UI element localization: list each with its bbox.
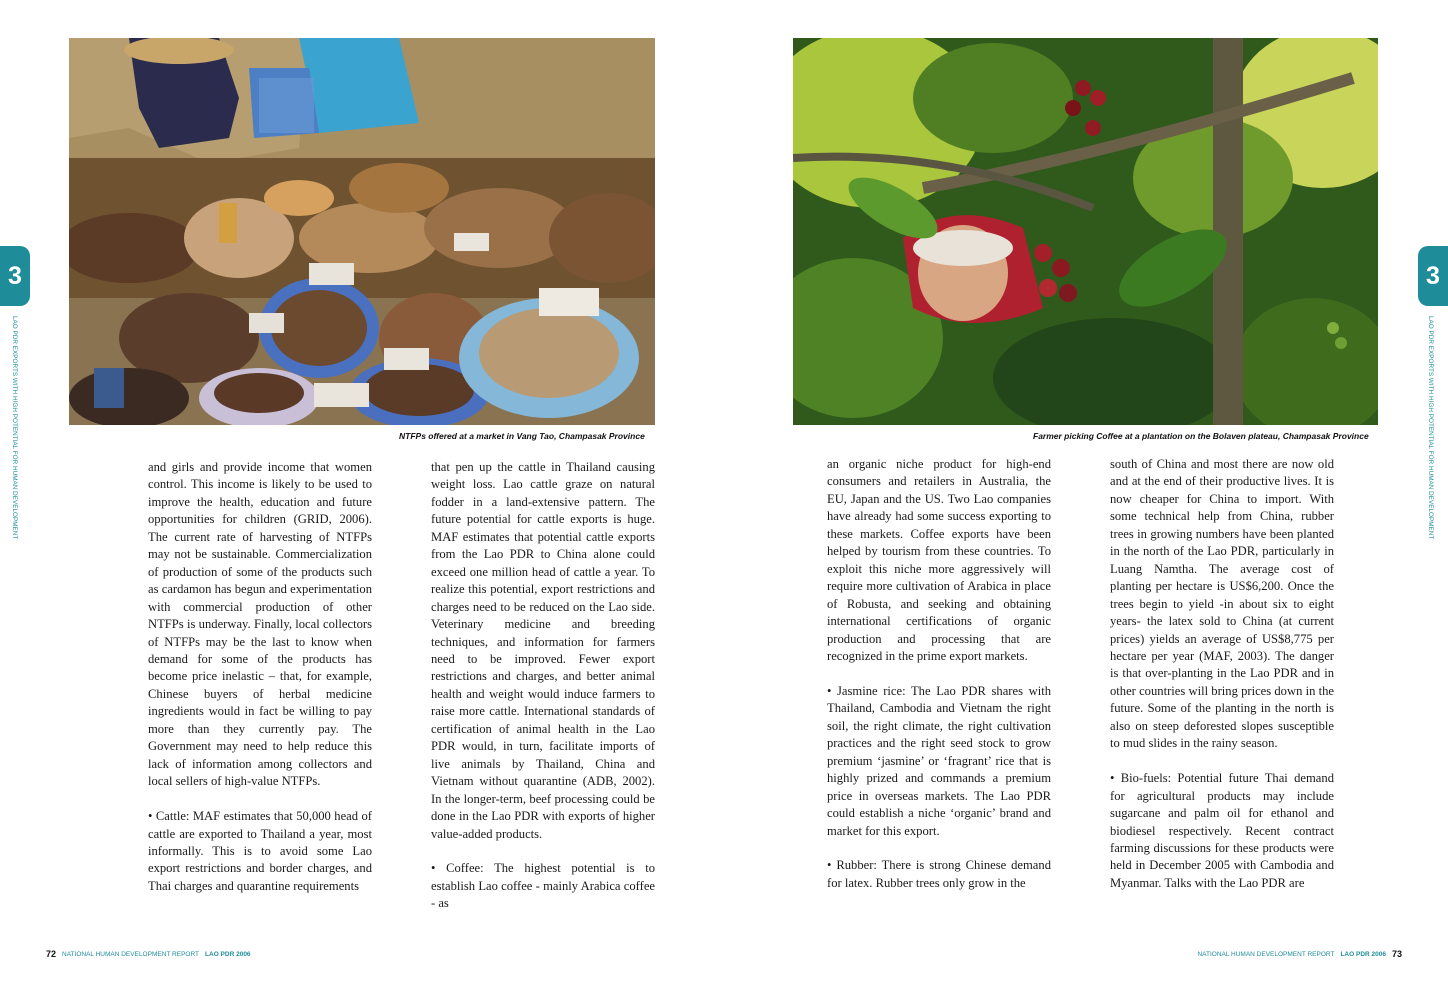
coffee-photo — [793, 38, 1378, 425]
left-page-column-2 — [431, 459, 655, 913]
page-number: 73 — [1391, 949, 1402, 959]
photo-caption-right: Farmer picking Coffee at a plantation on the Bolaven plateau, Champasak Province — [1033, 431, 1369, 441]
footer-report-title: NATIONAL HUMAN DEVELOPMENT REPORT — [1197, 950, 1335, 958]
footer-right — [1197, 949, 1402, 959]
right-page-column-1 — [827, 456, 1051, 892]
footer-edition: LAO PDR 2006 — [205, 950, 251, 958]
side-label-right: LAO PDR EXPORTS WITH HIGH POTENTIAL FOR HUMAN DEVELOPMENT — [1427, 316, 1434, 540]
footer-report-title: NATIONAL HUMAN DEVELOPMENT REPORT — [62, 950, 200, 958]
footer-left — [46, 949, 251, 959]
paragraph: an organic niche product for high-end consumers and retailers in Australia, the EU, Japan and the US. Two Lao companies have already had some success exporting to these markets. Coffee exports have been helped by tourism from these countries. To exploit this niche more aggressively will require more cultivation of Arabica in place of Robusta, and seeking and obtaining international certifications of organic production and processing that are recognized in the prime export markets. — [827, 457, 1051, 663]
chapter-number-right: 3 — [1426, 261, 1440, 290]
side-label-left: LAO PDR EXPORTS WITH HIGH POTENTIAL FOR HUMAN DEVELOPMENT — [11, 316, 18, 540]
footer-edition: LAO PDR 2006 — [1340, 950, 1386, 958]
chapter-tab-left — [0, 246, 30, 306]
paragraph: • Cattle: MAF estimates that 50,000 head of cattle are exported to Thailand a year, most informally. This is to avoid some Lao export restrictions and border charges, and Thai charges and quarantine requirements — [148, 809, 372, 893]
paragraph: and girls and provide income that women control. This income is likely to be used to improve the health, education and future opportunities for children (GRID, 2006). The current rate of harvesting of NTFPs may not be sustainable. Commercialization of production of some of the products such as cardamon has begun and experimentation with commercial production of other NTFPs is underway. Finally, local collectors of NTFPs may be the last to know when demand for some of the products has become price inelastic – that, for example, Chinese buyers of herbal medicine ingredients would in fact be willing to pay more than they currently pay. The Government may need to help reduce this lack of information among collectors and local sellers of high-value NTFPs. — [148, 460, 372, 789]
paragraph: • Jasmine rice: The Lao PDR shares with Thailand, Cambodia and Vietnam the right soil, the right climate, the right cultivation practices and the right seed stock to grow premium ‘jasmine’ or ‘fragrant’ rice that is highly prized and commands a premium price in overseas markets. The Lao PDR could establish a niche ‘organic’ brand and market for this export. — [827, 683, 1051, 838]
paragraph: • Rubber: There is strong Chinese demand for latex. Rubber trees only grow in the — [827, 858, 1051, 890]
left-page-column-1 — [148, 459, 372, 895]
chapter-tab-right — [1418, 246, 1448, 306]
paragraph: • Bio-fuels: Potential future Thai demand for agricultural products may include sugarcane and palm oil for ethanol and biodiesel respectively. Recent contract farming discussions for these products were held in December 2005 with Cambodia and Myanmar. Talks with the Lao PDR are — [1110, 771, 1334, 890]
paragraph: south of China and most there are now old and at the end of their productive lives. It is now cheaper for China to import. With some technical help from China, rubber trees in growing numbers have been planted in the north of the Lao PDR, particularly in Luang Namtha. The average cost of planting per hectare is US$6,200. Once the trees begin to yield -in about six to eight years- the latex sold to China (at current prices) yields an average of US$8,775 per hectare per year (MAF, 2003). The danger is that over-planting in the Lao PDR and in other countries will bring prices down in the future. Some of the planting in the north is also on steep deforested slopes susceptible to mud slides in the rainy season. — [1110, 457, 1334, 751]
paragraph: • Coffee: The highest potential is to establish Lao coffee - mainly Arabica coffee - as — [431, 861, 655, 911]
chapter-number-left: 3 — [8, 261, 22, 290]
right-page-column-2 — [1110, 456, 1334, 892]
market-photo — [69, 38, 655, 425]
photo-caption-left: NTFPs offered at a market in Vang Tao, Champasak Province — [399, 431, 645, 441]
paragraph: that pen up the cattle in Thailand causing weight loss. Lao cattle graze on natural fodder in a land-extensive pattern. The future potential for cattle exports is huge. MAF estimates that potential cattle exports from the Lao PDR to China alone could exceed one million head of cattle a year. To realize this potential, export restrictions and charges need to be reduced on the Lao side. Veterinary medicine and breeding techniques, and information for farmers need to be improved. Fewer export restrictions and charges, and better animal health and weight would induce farmers to raise more cattle. International standards of certification of animal health in the Lao PDR would, in turn, facilitate imports of live animals by Thailand, China and Vietnam without quarantine (ADB, 2002). In the longer-term, beef processing could be done in the Lao PDR with exports of higher value-added products. — [431, 460, 655, 841]
page-number: 72 — [46, 949, 57, 959]
